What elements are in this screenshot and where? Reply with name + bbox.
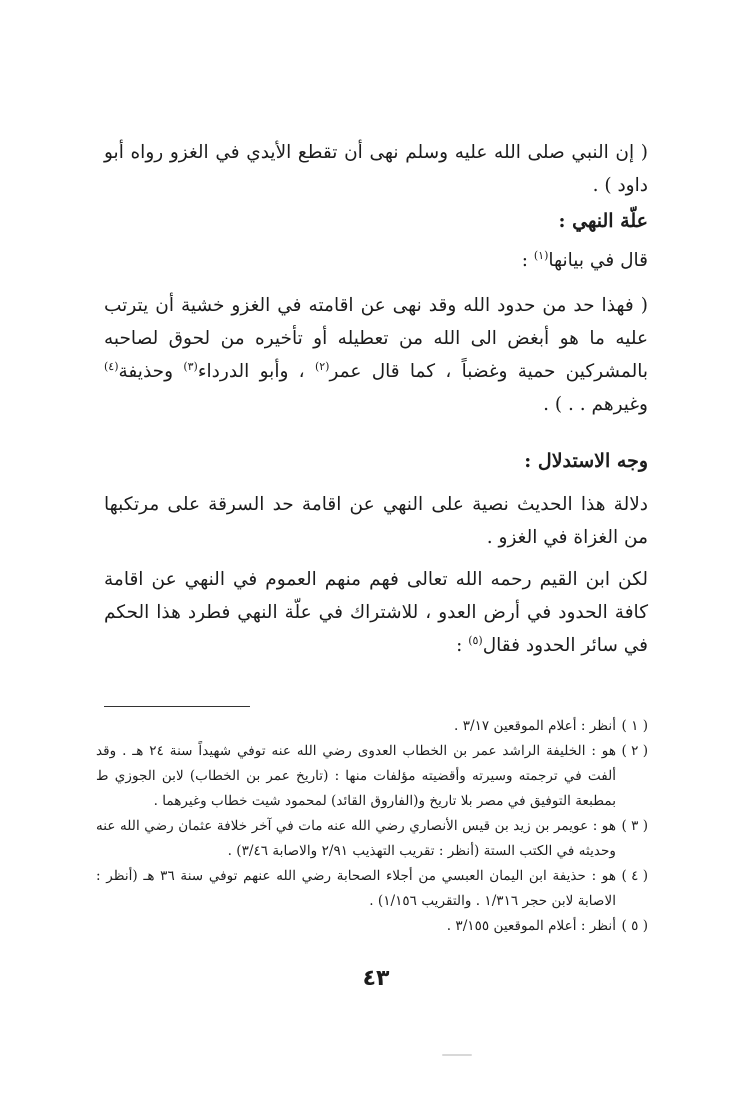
quote-part-1: ( فهذا حد من حدود الله وقد نهى عن اقامته في الغزو خشية أن يترتب عليه ما هو أبغض الى الله من تعطيله أو تأخيره من لحوق لصاحبه بالمشركين حمية وغضباً ، كما قال عمر (104, 295, 648, 382)
footnote-item (96, 864, 648, 914)
paragraph-ibn-qayyim (104, 563, 648, 662)
footnote-ref-1: (١) (533, 248, 549, 262)
footnote-ref-3: (٣) (183, 359, 198, 373)
quote-part-4: وغيرهم . . ) . (543, 394, 648, 415)
scan-mark (442, 1054, 472, 1056)
footnote-number: ( ١ ) (621, 718, 648, 734)
footnote-divider (104, 706, 250, 707)
footnote-number: ( ٣ ) (621, 818, 648, 834)
footnote-item (96, 714, 648, 739)
footnote-ref-2: (٢) (314, 359, 330, 373)
page-number: ٤٣ (362, 966, 390, 991)
quote-part-3: وحذيفة (118, 361, 184, 382)
quote-part-2: ، وأبو الدرداء (197, 361, 315, 382)
footnote-ref-4: (٤) (104, 359, 119, 373)
footnote-number: ( ٢ ) (621, 743, 648, 759)
section-heading-istidlal: وجه الاستدلال : (524, 450, 648, 472)
hadith-quote: ( إن النبي صلى الله عليه وسلم نهى أن تقطع الأيدي في الغزو رواه أبو داود ) . (104, 142, 648, 196)
paragraph-dalala: دلالة هذا الحديث نصية على النهي عن اقامة حد السرقة على مرتكبها من الغزاة في الغزو . (104, 494, 648, 548)
paragraph-end: : (456, 635, 469, 656)
footnote-text: هو : الخليفة الراشد عمر بن الخطاب العدوى رضي الله عنه توفي شهيداً سنة ٢٤ هـ . وقد ألفت في ترجمته وسيرته وأقضيته مؤلفات منها : (تاريخ عمر بن الخطاب) لابن الجوزي ط بمطبعة التوفيق في مصر بلا تاريخ و(الفاروق القائد) لمحمود شيت خطاب وغيرهما . (96, 743, 616, 809)
intro-text: قال في بيانها (548, 250, 648, 271)
footnote-item (96, 739, 648, 814)
footnotes (96, 714, 648, 939)
intro-line (104, 250, 648, 271)
footnote-number: ( ٤ ) (621, 868, 648, 884)
footnote-number: ( ٥ ) (621, 918, 648, 934)
footnote-text: هو : عويمر بن زيد بن قيس الأنصاري رضي الله عنه مات في آخر خلافة عثمان رضي الله عنه وحديثه في الكتب الستة (أنظر : تقريب التهذيب ٢/٩١ والاصابة ٣/٤٦) . (96, 818, 616, 859)
footnote-text: أنظر : أعلام الموقعين ٣/١٧ . (454, 718, 616, 734)
intro-end: : (521, 250, 534, 271)
footnote-item (96, 914, 648, 939)
paragraph-text: لكن ابن القيم رحمه الله تعالى فهم منهم العموم في النهي عن اقامة كافة الحدود في أرض العدو ، للاشتراك في علّة النهي فطرد هذا الحكم في سائر الحدود فقال (104, 569, 648, 656)
footnote-text: هو : حذيفة ابن اليمان العبسي من أجلاء الصحابة رضي الله عنهم توفي سنة ٣٦ هـ (أنظر : الاصابة لابن حجر ١/٣١٦ . والتقريب ١/١٥٦) . (96, 868, 617, 909)
ibn-qayyim-quote (104, 289, 648, 421)
footnote-item (96, 814, 648, 864)
footnote-text: أنظر : أعلام الموقعين ٣/١٥٥ . (446, 918, 616, 934)
footnote-ref-5: (٥) (468, 633, 483, 647)
section-heading-illah: علّة النهي : (558, 210, 648, 232)
